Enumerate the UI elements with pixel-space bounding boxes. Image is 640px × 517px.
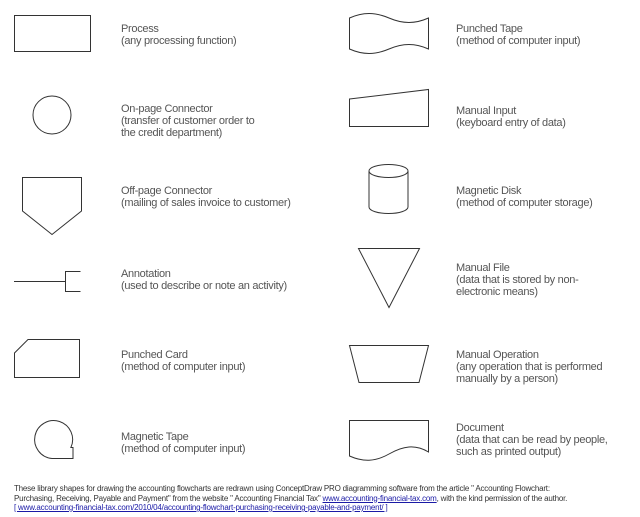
magnetic-disk-label: [456, 185, 593, 209]
shape-title: Process: [121, 23, 159, 35]
manual-input-shape: [349, 89, 431, 129]
footer-text: , with the kind permission of the author.: [436, 493, 568, 503]
shape-description: (any operation that is performed: [456, 361, 603, 373]
shape-description: (data that is stored by non-: [456, 274, 579, 286]
magnetic-tape-shape: [32, 419, 76, 461]
shape-description-cont: electronic means): [456, 286, 538, 298]
magnetic-tape-label: [121, 431, 245, 455]
process-label: [121, 23, 236, 47]
footer-line-3: [14, 503, 630, 513]
shape-description-cont: such as printed output): [456, 446, 562, 458]
website-link[interactable]: www.accounting-financial-tax.com: [322, 493, 437, 503]
manual-input-label: [456, 105, 566, 129]
manual-file-shape: [358, 248, 422, 310]
shape-description: (method of computer storage): [456, 197, 593, 209]
on-page-connector-shape: [32, 95, 74, 137]
annotation-shape: [14, 270, 84, 294]
shape-title: Manual Input: [456, 105, 516, 117]
punched-tape-label: [456, 23, 580, 47]
shape-description: (method of computer input): [121, 361, 246, 373]
footer-line-1: These library shapes for drawing the accounting flowcharts are redrawn using ConceptDraw PRO diagramming software from the article " Accounting Flowchart:: [14, 484, 550, 493]
shape-title: Annotation: [121, 268, 171, 280]
manual-operation-shape: [349, 345, 431, 385]
shape-title: Magnetic Tape: [121, 431, 189, 443]
process-shape: [14, 15, 92, 53]
shape-title: Punched Tape: [456, 23, 523, 35]
punched-tape-shape: [349, 14, 431, 56]
off-page-connector-label: [121, 185, 291, 209]
shape-description-cont: the credit department): [121, 127, 223, 139]
shape-description: (used to describe or note an activity): [121, 280, 287, 292]
on-page-connector-label: [121, 103, 254, 139]
shape-title: Manual File: [456, 262, 510, 274]
manual-operation-label: [456, 349, 602, 385]
shape-title: Manual Operation: [456, 349, 539, 361]
shape-description: (keyboard entry of data): [456, 117, 566, 129]
footer-line-2: [14, 494, 630, 504]
footer-text: Purchasing, Receiving, Payable and Payment" from the website " Accounting Financial Tax": [14, 493, 323, 503]
shape-description: (any processing function): [121, 35, 237, 47]
shape-title: Punched Card: [121, 349, 188, 361]
shape-title: Document: [456, 422, 504, 434]
annotation-label: [121, 268, 287, 292]
shape-description: (transfer of customer order to: [121, 115, 255, 127]
shape-title: Off-page Connector: [121, 185, 213, 197]
shape-description: (mailing of sales invoice to customer): [121, 197, 291, 209]
manual-file-label: [456, 262, 578, 298]
shape-description: (method of computer input): [121, 443, 246, 455]
shape-description: (method of computer input): [456, 35, 581, 47]
document-label: [456, 422, 608, 458]
shape-title: Magnetic Disk: [456, 185, 522, 197]
article-link[interactable]: [ www.accounting-financial-tax.com/2010/04/accounting-flowchart-purchasing-receiving-payable-and-payment/ ]: [14, 503, 388, 512]
magnetic-disk-shape: [368, 164, 412, 216]
punched-card-shape: [14, 339, 82, 381]
off-page-connector-shape: [22, 177, 84, 237]
shape-title: On-page Connector: [121, 103, 213, 115]
attribution-footer: [14, 484, 630, 513]
document-shape: [349, 420, 431, 464]
shape-description-cont: manually by a person): [456, 373, 558, 385]
punched-card-label: [121, 349, 245, 373]
shape-description: (data that can be read by people,: [456, 434, 608, 446]
